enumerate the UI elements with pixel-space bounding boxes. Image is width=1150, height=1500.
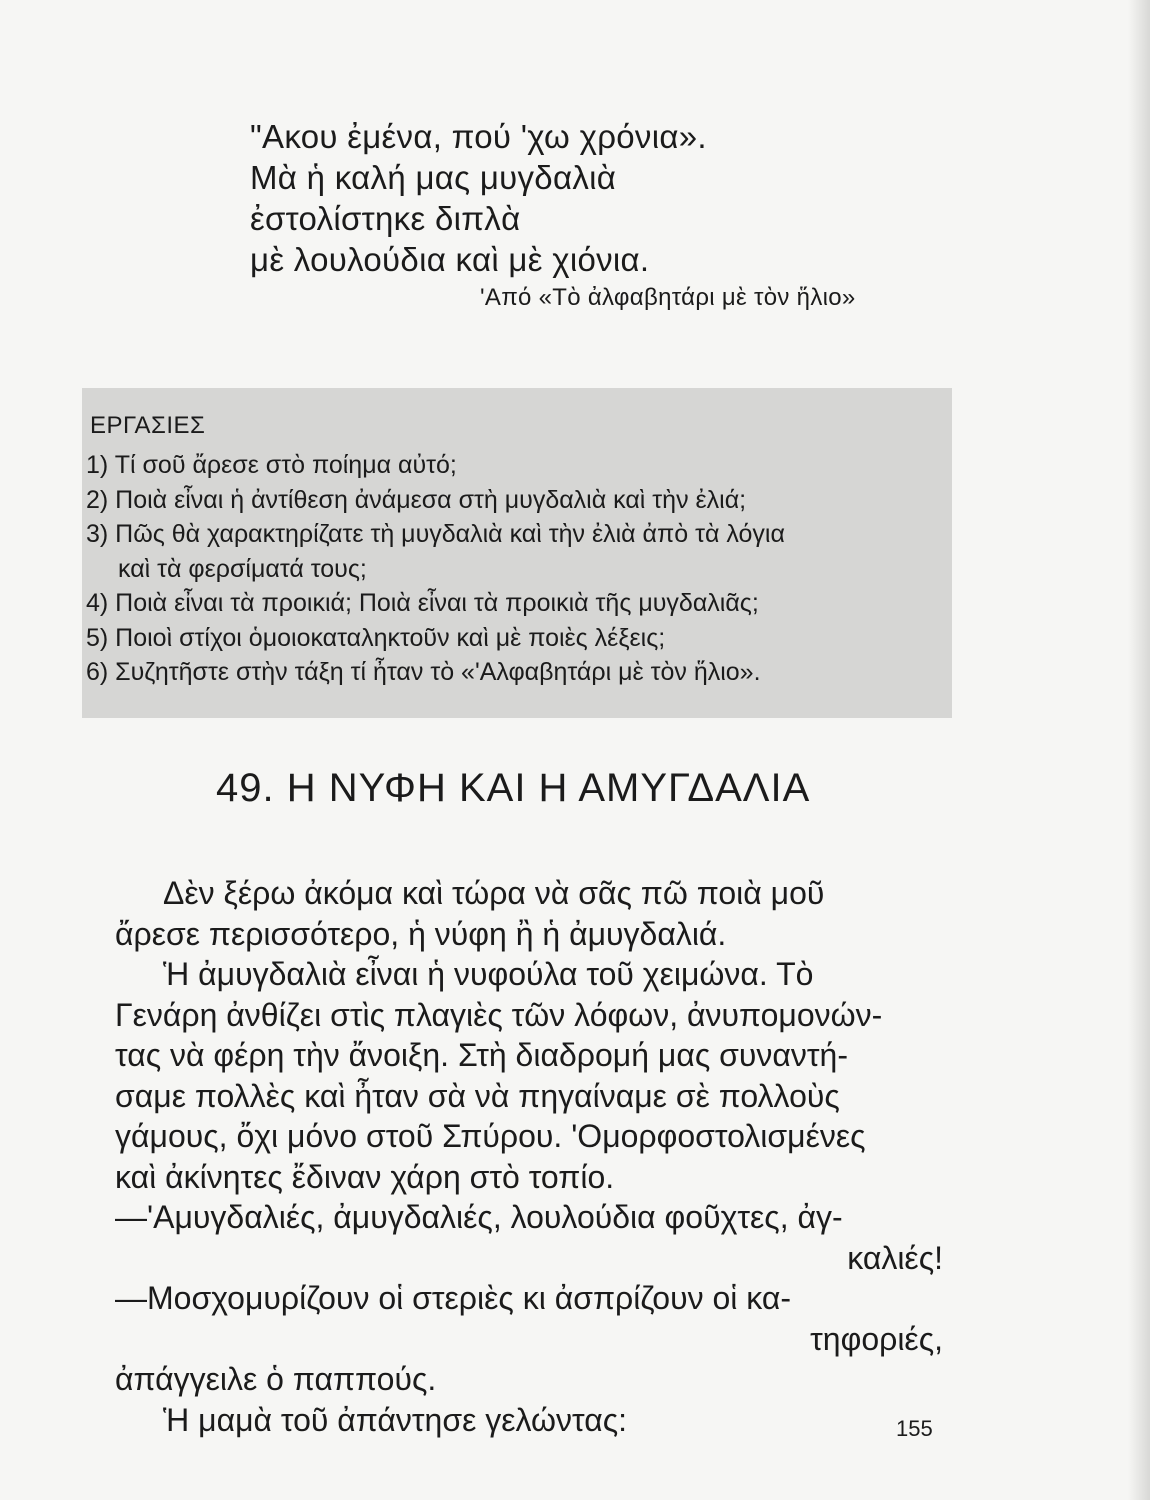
poem-line: ἐστολίστηκε διπλὰ [250,200,521,237]
chapter-title: 49. Η ΝΥΦΗ ΚΑΙ Η ΑΜΥΓΔΑΛΙΑ [216,766,811,810]
poem-source: 'Από «Τὸ ἀλφαβητάρι μὲ τὸν ἥλιο» [480,284,856,311]
prose-line: Ἡ ἀμυγδαλιὰ εἶναι ἡ νυφούλα τοῦ χειμώνα. Τὸ [163,956,814,992]
prose-line: καὶ ἀκίνητες ἔδιναν χάρη στὸ τοπίο. [115,1158,615,1195]
exercise-item: 6) Συζητῆστε στὴν τάξη τί ἦταν τὸ «'Αλφαβητάρι μὲ τὸν ἥλιο». [86,658,761,686]
prose-line: καλιές! [847,1239,943,1276]
exercises-title: ΕΡΓΑΣΙΕΣ [90,412,206,439]
exercise-item: 2) Ποιὰ εἶναι ἡ ἀντίθεση ἀνάμεσα στὴ μυγδαλιὰ καὶ τὴν ἐλιά; [86,485,747,514]
exercise-item-continuation: καὶ τὰ φερσίματά τους; [118,554,367,583]
prose-line: τηφοριές, [810,1320,943,1357]
exercise-item: 4) Ποιὰ εἶναι τὰ προικιά; Ποιὰ εἶναι τὰ προικιὰ τῆς μυγδαλιᾶς; [86,589,759,617]
poem-line: "Ακου ἐμένα, πού 'χω χρόνια». [250,118,707,155]
exercises-list [86,448,785,690]
prose-line: τας νὰ φέρη τὴν ἄνοιξη. Στὴ διαδρομή μας συναντή- [115,1037,848,1073]
prose-line: γάμους, ὄχι μόνο στοῦ Σπύρου. 'Ομορφοστολισμένες [115,1118,866,1154]
prose-text [115,873,945,1440]
page-number: 155 [896,1416,933,1441]
prose-line: σαμε πολλὲς καὶ ἦταν σὰ νὰ πηγαίναμε σὲ πολλοὺς [115,1077,840,1114]
prose-line: Γενάρη ἀνθίζει στὶς πλαγιὲς τῶν λόφων, ἀνυπομονών- [115,996,883,1033]
prose-line: ἀπάγγειλε ὁ παππούς. [115,1361,437,1397]
prose-line: —Μοσχομυρίζουν οἱ στεριὲς κι ἀσπρίζουν οἱ κα- [115,1280,792,1316]
page-edge [1128,0,1150,1500]
prose-line: —'Αμυγδαλιές, ἀμυγδαλιές, λουλούδια φοῦχτες, ἀγ- [115,1199,843,1235]
exercise-item: 3) Πῶς θὰ χαρακτηρίζατε τὴ μυγδαλιὰ καὶ τὴν ἐλιὰ ἀπὸ τὰ λόγια [86,520,785,548]
prose-line: Δὲν ξέρω ἀκόμα καὶ τώρα νὰ σᾶς πῶ ποιὰ μοῦ [163,875,825,911]
poem-line: μὲ λουλούδια καὶ μὲ χιόνια. [250,241,650,278]
exercise-item: 1) Τί σοῦ ἄρεσε στὸ ποίημα αὐτό; [86,451,457,479]
poem-stanza [250,116,707,280]
prose-line: ἄρεσε περισσότερο, ἡ νύφη ἢ ἡ ἀμυγδαλιά. [115,915,727,952]
prose-line: Ἡ μαμὰ τοῦ ἀπάντησε γελώντας: [163,1401,627,1438]
exercise-item: 5) Ποιοὶ στίχοι ὁμοιοκαταληκτοῦν καὶ μὲ ποιὲς λέξεις; [86,623,666,652]
poem-line: Μὰ ἡ καλή μας μυγδαλιὰ [250,159,617,196]
exercises-box [82,388,952,718]
